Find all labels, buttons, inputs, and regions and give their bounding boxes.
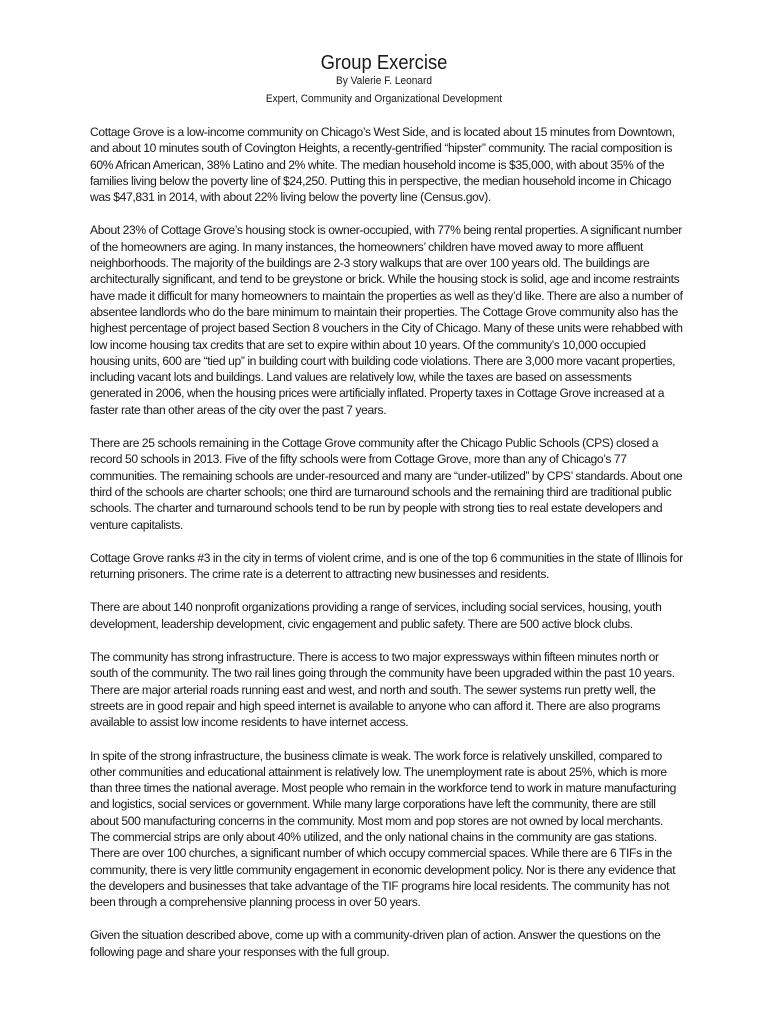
document-body — [90, 124, 684, 977]
paragraph-crime: Cottage Grove ranks #3 in the city in terms of violent crime, and is one of the top 6 communities in the state of Illinois for returning prisoners. The crime rate is a deterrent to attracting new businesses and residents. — [90, 550, 683, 582]
paragraph-schools: There are 25 schools remaining in the Cottage Grove community after the Chicago Public Schools (CPS) closed a record 50 schools in 2013. Five of the fifty schools were from Cottage Grove, more than any of Chicago’s 77 communities. The remaining schools are under-resourced and many are “under-utilized” by CPS’ standards. About one third of the schools are charter schools; one third are turnaround schools and the remaining third are traditional public schools. The charter and turnaround schools tend to be run by people with strong ties to real estate developers and venture capitalists. — [90, 436, 683, 532]
paragraph-business-climate: In spite of the strong infrastructure, the business climate is weak. The work force is relatively unskilled, compared to other communities and educational attainment is relatively low. The unemployment rate is about 25%, which is more than three times the national average. Most people who remain in the workforce tend to work in mature manufacturing and logistics, social services or government. While many large corporations have left the community, there are still about 500 manufacturing concerns in the community. Most mom and pop stores are not owned by local merchants. The commercial strips are only about 40% utilized, and the only national chains in the community are gas stations. There are over 100 churches, a significant number of which occupy commercial spaces. While there are 6 TIFs in the community, there is very little community engagement in economic development policy. Nor is there any evidence that the developers and businesses that take advantage of the TIF programs hire local residents. The community has not been through a comprehensive planning process in over 50 years. — [90, 748, 677, 910]
author-affiliation: Expert, Community and Organizational Development — [265, 93, 503, 105]
paragraph-nonprofits: There are about 140 nonprofit organizations providing a range of services, including social services, housing, youth development, leadership development, civic engagement and public safety. There are 500 active block clubs. — [90, 600, 662, 631]
paragraph-housing: About 23% of Cottage Grove’s housing stock is owner-occupied, with 77% being rental properties. A significant number of the homeowners are aging. In many instances, the homeowners’ children have moved away to more affluent neighborhoods. The majority of the buildings are 2-3 story walkups that are over 100 years old. The buildings are architecturally significant, and tend to be greystone or brick. While the housing stock is solid, age and income restraints have made it difficult for many homeowners to maintain the properties as well as they’d like. There are also a number of absentee landlords who do the bare minimum to maintain their properties. The Cottage Grove community also has the highest percentage of project based Section 8 vouchers in the City of Chicago. Many of these units were rehabbed with low income housing tax credits that are set to expire within about 10 years. Of the community’s 10,000 occupied housing units, 600 are “tied up” in building court with building code violations. There are 3,000 more vacant properties, including vacant lots and buildings. Land values are relatively low, while the taxes are based on assessments generated in 2006, when the housing prices were artificially inflated. Property taxes in Cottage Grove increased at a faster rate than other areas of the city over the past 7 years. — [90, 223, 683, 417]
paragraph-intro: Cottage Grove is a low-income community on Chicago’s West Side, and is located about 15 minutes from Downtown, and about 10 minutes south of Covington Heights, a recently-gentrified “hipster” community. The racial composition is 60% African American, 38% Latino and 2% white. The median household income is $35,000, with about 35% of the families living below the poverty line of $24,250. Putting this in perspective, the median household income in Chicago was $47,831 in 2014, with about 22% living below the poverty line (Census.gov). — [90, 125, 675, 205]
author-byline: By Valerie F. Leonard — [335, 75, 432, 87]
paragraph-instructions: Given the situation described above, come up with a community-driven plan of action. Answer the questions on the following page and share your responses with the full group. — [90, 928, 661, 959]
paragraph-infrastructure: The community has strong infrastructure. There is access to two major expressways within fifteen minutes north or south of the community. The two rail lines going through the community have been upgraded within the past 10 years. There are major arterial roads running east and west, and north and south. The sewer systems run pretty well, the streets are in good repair and high speed internet is available to anyone who can afford it. There are also programs available to assist low income residents to have internet access. — [90, 650, 675, 730]
document-title: Group Exercise — [320, 52, 448, 74]
